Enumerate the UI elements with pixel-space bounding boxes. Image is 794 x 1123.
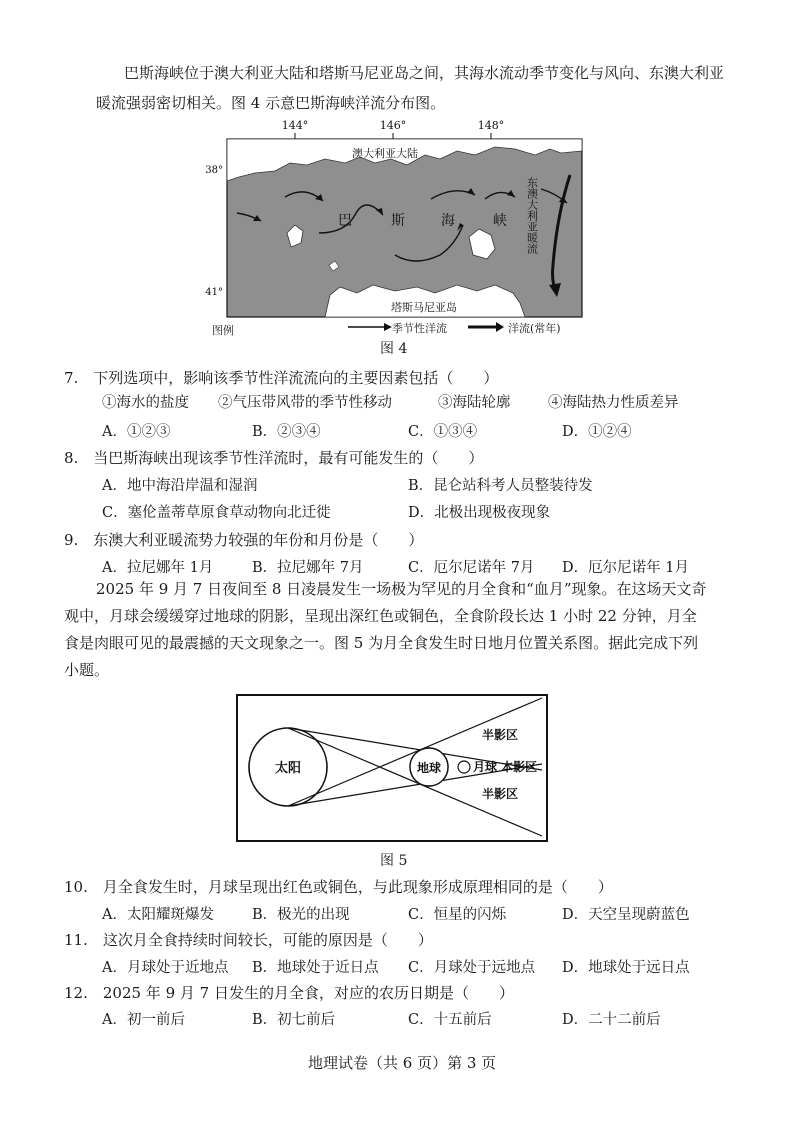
sun-label: 太阳 [274, 761, 302, 776]
q9-option-d: D．厄尔尼诺年 1月 [562, 560, 689, 576]
lat-label-41: 41° [205, 287, 223, 298]
q10-option-b: B．极光的出现 [252, 907, 350, 923]
lon-label-148: 148° [477, 119, 505, 132]
q12-option-b: B．初七前后 [252, 1012, 336, 1028]
intro-line-2: 暖流强弱密切相关。图 4 示意巴斯海峡洋流分布图。 [96, 94, 446, 112]
q8-option-b: B．昆仑站科考人员整装待发 [408, 478, 593, 494]
legend-seasonal-line [348, 322, 398, 332]
q10-option-d: D．天空呈现蔚蓝色 [562, 907, 690, 923]
lon-label-144: 144° [281, 119, 309, 132]
q10-stem: 10. 月全食发生时，月球呈现出红色或铜色，与此现象形成原理相同的是（ ） [64, 878, 613, 896]
moon-umbra-label: 月球 本影区 [473, 760, 538, 774]
figure-4-caption: 图 4 [380, 341, 408, 357]
q9-option-c: C．厄尔尼诺年 7月 [408, 560, 535, 576]
q12-option-d: D．二十二前后 [562, 1012, 661, 1028]
q8-option-a: A．地中海沿岸温和湿润 [102, 478, 258, 494]
legend-seasonal-label: 季节性洋流 [392, 322, 447, 335]
q9-option-a: A．拉尼娜年 1月 [102, 560, 214, 576]
q11-stem: 11. 这次月全食持续时间较长，可能的原因是（ ） [64, 931, 433, 949]
strait-char-2: 斯 [391, 213, 405, 229]
q9-option-b: B．拉尼娜年 7月 [252, 560, 364, 576]
legend-permanent-line [468, 322, 508, 332]
lon-label-146: 146° [379, 119, 407, 132]
strait-char-4: 峡 [493, 213, 507, 229]
q7-option-b: B．②③④ [252, 424, 321, 440]
q12-stem: 12. 2025 年 9 月 7 日发生的月全食，对应的农历日期是（ ） [64, 984, 514, 1002]
tasmania-label: 塔斯马尼亚岛 [391, 301, 457, 314]
q7-option-d: D．①②④ [562, 424, 632, 440]
q11-option-d: D．地球处于远日点 [562, 960, 690, 976]
moon-circle [458, 761, 470, 773]
q11-option-c: C．月球处于远地点 [408, 960, 536, 976]
figure-5-caption: 图 5 [380, 853, 408, 869]
q7-item-1: ①海水的盐度 [102, 395, 189, 411]
q8-option-d: D．北极出现极夜现象 [408, 505, 551, 521]
q7-stem: 7. 下列选项中，影响该季节性洋流流向的主要因素包括（ ） [64, 369, 499, 387]
q8-option-c: C．塞伦盖蒂草原食草动物向北迁徙 [102, 505, 331, 521]
intro2-line-4: 小题。 [64, 661, 110, 679]
legend-title: 图例 [212, 324, 234, 337]
q8-stem: 8. 当巴斯海峡出现该季节性洋流时，最有可能发生的（ ） [64, 449, 484, 467]
q12-option-a: A．初一前后 [102, 1012, 185, 1028]
penumbra-top-label: 半影区 [482, 728, 519, 742]
penumbra-bottom-label: 半影区 [482, 787, 519, 801]
q7-item-3: ③海陆轮廓 [438, 395, 511, 411]
figure-5-diagram [236, 694, 548, 842]
q7-item-2: ②气压带风带的季节性移动 [218, 395, 392, 411]
legend-permanent-label: 洋流(常年) [508, 322, 561, 335]
strait-char-1: 巴 [338, 213, 352, 229]
page-footer: 地理试卷（共 6 页）第 3 页 [308, 1054, 497, 1072]
figure-4-map [195, 115, 595, 350]
earth-label: 地球 [416, 761, 442, 775]
q11-option-a: A．月球处于近地点 [102, 960, 229, 976]
eac-label: 东澳大利亚暖流 [525, 177, 539, 254]
intro2-line-3: 食是肉眼可见的最震撼的天文现象之一。图 5 为月全食发生时日地月位置关系图。据此完成下列 [64, 634, 699, 652]
q11-option-b: B．地球处于近日点 [252, 960, 379, 976]
strait-char-3: 海 [441, 213, 455, 229]
australia-label: 澳大利亚大陆 [352, 147, 418, 160]
q7-item-4: ④海陆热力性质差异 [548, 395, 679, 411]
q10-option-c: C．恒星的闪烁 [408, 907, 507, 923]
lat-label-38: 38° [205, 165, 223, 176]
q9-stem: 9. 东澳大利亚暖流势力较强的年份和月份是（ ） [64, 531, 424, 549]
intro-line-1: 巴斯海峡位于澳大利亚大陆和塔斯马尼亚岛之间，其海水流动季节变化与风向、东澳大利亚 [124, 64, 725, 82]
intro2-line-2: 观中，月球会缓缓穿过地球的阴影，呈现出深红色或铜色，全食阶段长达 1 小时 22 分钟，月全 [64, 607, 697, 625]
intro2-line-1: 2025 年 9 月 7 日夜间至 8 日凌晨发生一场极为罕见的月全食和“血月”现象。在这场天文奇 [96, 580, 707, 598]
q7-option-a: A．①②③ [102, 424, 171, 440]
q10-option-a: A．太阳耀斑爆发 [102, 907, 214, 923]
q12-option-c: C．十五前后 [408, 1012, 492, 1028]
q7-option-c: C．①③④ [408, 424, 478, 440]
